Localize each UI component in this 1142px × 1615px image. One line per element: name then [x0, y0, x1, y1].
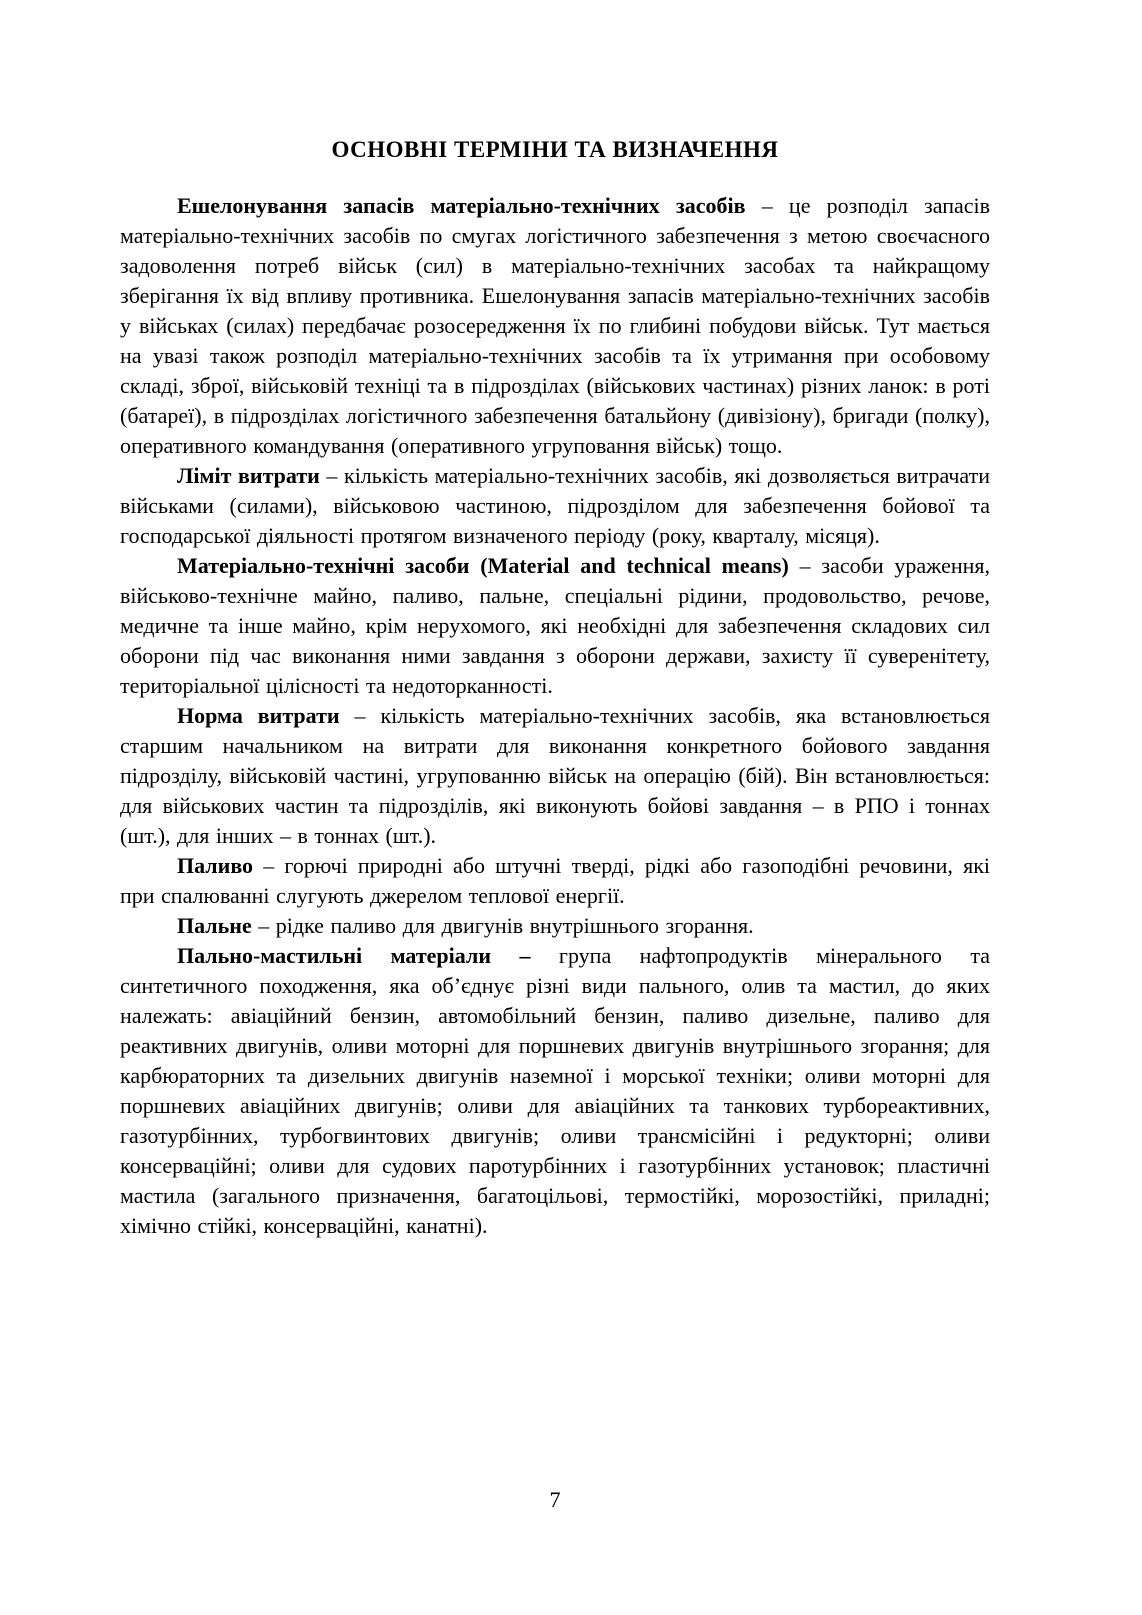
definition-palne: – рідке паливо для двигунів внутрішнього згорання. [251, 913, 754, 938]
term-palne: Пальне [177, 913, 252, 938]
paragraph-palno-mastylni-materialy [120, 941, 990, 1241]
term-norma-vytraty: Норма витрати [177, 703, 340, 728]
definition-palno-mastylni-materialy: група нафтопродуктів мінерального та синтетичного походження, яка об’єднує різні види пального, олив та мастил, до яких належать: авіаційний бензин, автомобільний бензин, паливо дизельне, паливо для реактивних двигунів, оливи моторні для поршневих двигунів внутрішнього згорання; для карбюраторних та дизельних двигунів наземної і морської техніки; оливи моторні для поршневих авіаційних двигунів; оливи для авіаційних та танкових турбореактивних, газотурбінних, турбогвинтових двигунів; оливи трансмісійні і редукторні; оливи консерваційні; оливи для судових паротурбінних і газотурбінних установок; пластичні мастила (загального призначення, багатоцільові, термостійкі, морозостійкі, приладні; хімічно стійкі, консерваційні, канатні). [120, 943, 990, 1238]
paragraph-palne [120, 911, 990, 941]
term-palyvo: Паливо [177, 853, 254, 878]
paragraph-limit-vytraty [120, 461, 990, 551]
definition-limit-vytraty: – кількість матеріально-технічних засобів, які дозволяється витрачати військами (силами), військовою частиною, підрозділом для забезпечення бойової та господарської діяльності протягом визначеного періоду (року, кварталу, місяця). [120, 463, 990, 548]
term-palno-mastylni-materialy: Пально-мастильні матеріали – [177, 943, 531, 968]
term-limit-vytraty: Ліміт витрати [177, 463, 320, 488]
page-number: 7 [549, 1487, 561, 1512]
definition-norma-vytraty: – кількість матеріально-технічних засобів, яка встановлюється старшим начальником на витрати для виконання конкретного бойового завдання підрозділу, військовій частині, угрупованню військ на операцію (бій). Він встановлюється: для військових частин та підрозділів, які виконують бойові завдання – в РПО і тоннах (шт.), для інших – в тоннах (шт.). [120, 703, 990, 848]
term-materialno-tekhnichni-zasoby: Матеріально-технічні засоби (Material and technical means) [177, 553, 789, 578]
paragraph-palyvo [120, 851, 990, 911]
definition-palyvo: – горючі природні або штучні тверді, рідкі або газоподібні речовини, які при спалюванні слугують джерелом теплової енергії. [120, 853, 990, 908]
paragraph-norma-vytraty [120, 701, 990, 851]
page-title: ОСНОВНІ ТЕРМІНИ ТА ВИЗНАЧЕННЯ [331, 137, 779, 162]
paragraph-eshelonuvannya [120, 191, 990, 461]
definition-eshelonuvannya: – це розподіл запасів матеріально-технічних засобів по смугах логістичного забезпечення з метою своєчасного задоволення потреб військ (сил) в матеріально-технічних засобах та найкращому зберігання їх від впливу противника. Ешелонування запасів матеріально-технічних засобів у військах (силах) передбачає розосередження їх по глибині побудови військ. Тут мається на увазі також розподіл матеріально-технічних засобів та їх утримання при особовому складі, зброї, військовій техніці та в підрозділах (військових частинах) різних ланок: в роті (батареї), в підрозділах логістичного забезпечення батальйону (дивізіону), бригади (полку), оперативного командування (оперативного угруповання військ) тощо. [120, 193, 990, 458]
paragraph-materialno-tekhnichni-zasoby [120, 551, 990, 701]
definition-materialno-tekhnichni-zasoby: – засоби ураження, військово-технічне майно, паливо, пальне, спеціальні рідини, продовольство, речове, медичне та інше майно, крім нерухомого, які необхідні для забезпечення складових сил оборони під час виконання ними завдання з оборони держави, захисту її суверенітету, територіальної цілісності та недоторканності. [120, 553, 990, 698]
term-eshelonuvannya: Ешелонування запасів матеріально-технічних засобів [177, 193, 746, 218]
